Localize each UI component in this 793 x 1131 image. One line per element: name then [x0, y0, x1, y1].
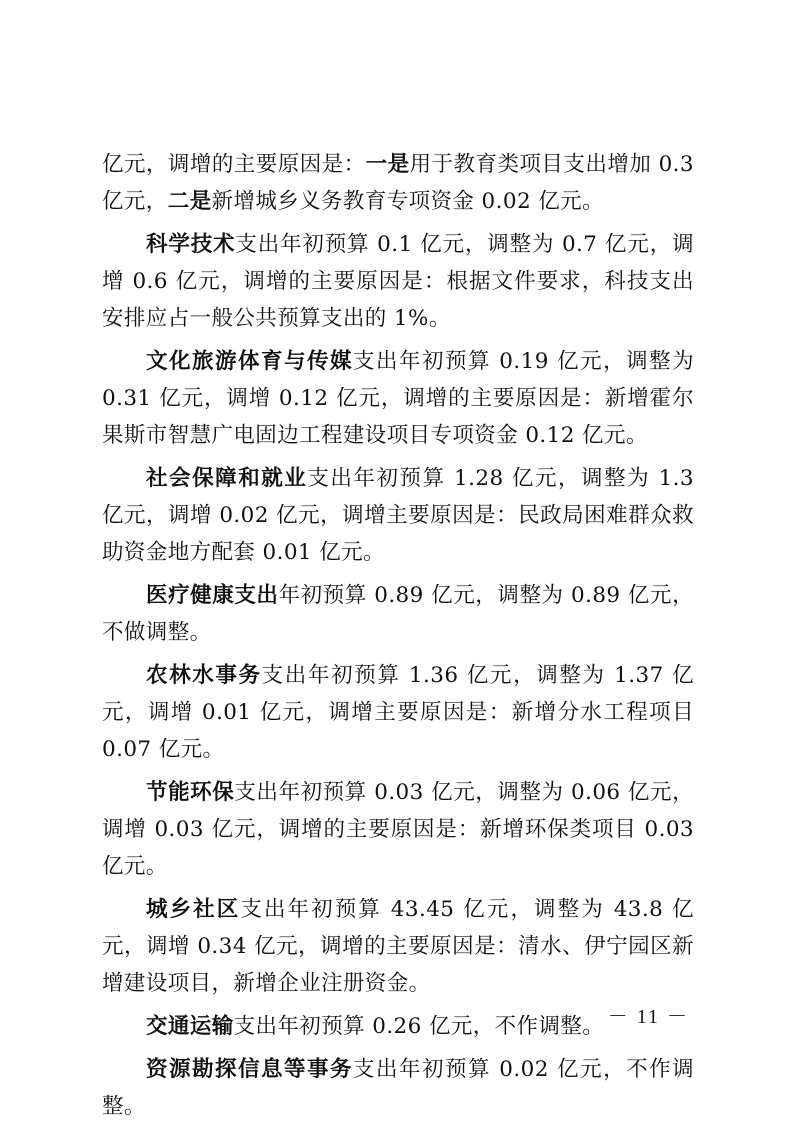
bold-heading: 科学技术 [146, 232, 236, 257]
paragraph-text: 支出年初预算 1.28 亿元，调整为 1.3 亿元，调增 0.02 亿元，调增主要原因是：民政局困难群众救助资金地方配套 0.01 亿元。 [102, 466, 694, 565]
bold-heading: 节能环保 [146, 780, 235, 805]
bold-heading: 城乡社区 [146, 897, 241, 922]
paragraph-text: 支出年初预算 0.26 亿元，不作调整。 [233, 1014, 605, 1039]
paragraph-text: 支出年初预算 0.1 亿元，调整为 0.7 亿元，调增 0.6 亿元，调增的主要原因是：根据文件要求，科技支出安排应占一般公共预算支出的 1%。 [102, 232, 694, 331]
bold-heading: 文化旅游体育与传媒 [146, 349, 353, 374]
paragraph-text: 亿元，调增的主要原因是： [102, 152, 366, 177]
paragraph [102, 343, 694, 454]
paragraph-text: 支出年初预算 0.03 亿元，调整为 0.06 亿元，调增 0.03 亿元，调增的主要原因是：新增环保类项目 0.03 亿元。 [102, 780, 694, 879]
paragraph [102, 577, 694, 651]
paragraph [102, 774, 694, 885]
paragraph [102, 226, 694, 337]
bold-heading: 社会保障和就业 [146, 466, 308, 491]
page-number: － 11 － [607, 1006, 689, 1028]
paragraph-text: 支出年初预算 1.36 亿元，调整为 1.37 亿元，调增 0.01 亿元，调增主要原因是：新增分水工程项目 0.07 亿元。 [102, 663, 694, 762]
paragraph-text: 用于教育类项目支出增加 0.3 亿元， [102, 152, 694, 214]
paragraph-text: 支出年初预算 0.02 亿元，不作调整。 [102, 1057, 694, 1119]
bold-heading: 农林水事务 [146, 663, 262, 688]
paragraph [102, 891, 694, 1002]
bold-heading: 资源勘探信息等事务 [146, 1057, 353, 1082]
paragraph-text: 支出年初预算 0.19 亿元，调整为 0.31 亿元，调增 0.12 亿元，调增的主要原因是：新增霍尔果斯市智慧广电固边工程建设项目专项资金 0.12 亿元。 [102, 349, 694, 448]
bold-heading: 二是 [167, 189, 212, 214]
bold-heading: 医疗健康支出 [146, 583, 279, 608]
paragraph [102, 1051, 694, 1125]
paragraph [102, 1008, 694, 1045]
bold-heading: 交通运输 [146, 1014, 234, 1039]
paragraph-text: 新增城乡义务教育专项资金 0.02 亿元。 [211, 189, 604, 214]
body-text [102, 146, 694, 1131]
bold-heading: 一是 [365, 152, 410, 177]
paragraph-text: 支出年初预算 43.45 亿元，调整为 43.8 亿元，调增 0.34 亿元，调增的主要原因是：清水、伊宁园区新增建设项目，新增企业注册资金。 [102, 897, 694, 996]
paragraph-text: 年初预算 0.89 亿元，调整为 0.89 亿元，不做调整。 [102, 583, 694, 645]
paragraph [102, 460, 694, 571]
paragraph [102, 146, 694, 220]
paragraph [102, 657, 694, 768]
